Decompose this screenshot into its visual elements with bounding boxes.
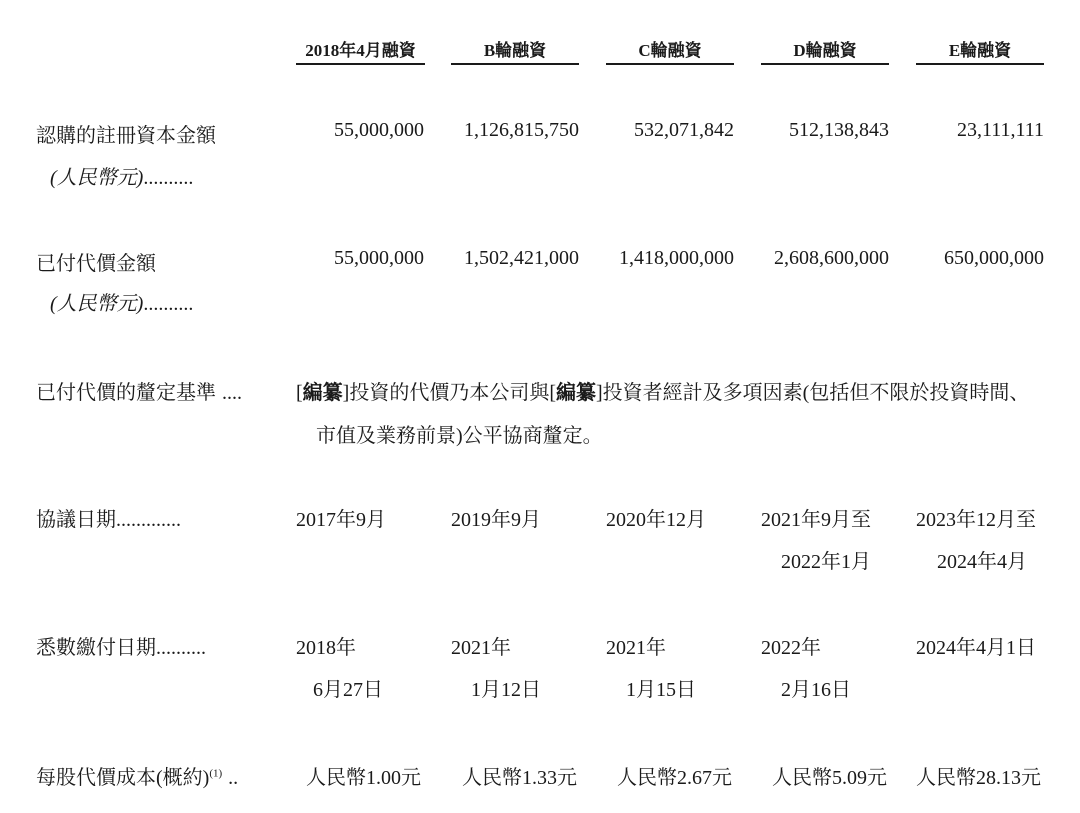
cell-subscribed-capital-2018: 55,000,000 — [334, 119, 424, 141]
row-label-text: 悉數繳付日期 — [36, 637, 156, 659]
leader-dots: .... — [222, 382, 242, 404]
cell-consideration-d: 2,608,600,000 — [774, 247, 889, 269]
row-label-consideration-paid: 已付代價金額 — [36, 253, 156, 275]
cell-consideration-c: 1,418,000,000 — [619, 247, 734, 269]
unit-label: (人民幣元) — [50, 167, 144, 189]
row-sublabel-unit — [50, 161, 193, 190]
column-header-series-b — [451, 37, 579, 65]
column-header-label: E輪融資 — [948, 41, 1012, 60]
column-header-series-c — [606, 37, 734, 65]
leader-dots: .......... — [143, 167, 194, 189]
cell-agreement-e-line-2: 2024年4月 — [937, 551, 1027, 573]
cell-agreement-e-line-1: 2023年12月至 — [916, 509, 1036, 531]
leader-dots: .......... — [143, 293, 194, 315]
leader-dots: .......... — [156, 637, 206, 659]
cell-cost-c: 人民幣2.67元 — [617, 767, 732, 789]
bracket-open: [ — [296, 382, 303, 404]
row-label-cost-per-share — [36, 761, 238, 790]
row-label-subscribed-capital: 認購的註冊資本金額 — [36, 125, 216, 147]
cell-settlement-2018-line-2: 6月27日 — [313, 679, 383, 701]
cell-agreement-b: 2019年9月 — [451, 509, 541, 531]
cell-settlement-b-line-2: 1月12日 — [471, 679, 541, 701]
cell-subscribed-capital-e: 23,111,111 — [956, 119, 1044, 141]
column-header-label: 2018年4月融資 — [305, 41, 416, 60]
column-header-label: C輪融資 — [638, 41, 702, 60]
row-label-agreement-date — [36, 503, 181, 532]
cell-consideration-2018: 55,000,000 — [334, 247, 424, 269]
row-label-settlement-date — [36, 631, 206, 660]
leader-dots: ............. — [116, 509, 181, 531]
footnote-marker: (1) — [209, 767, 223, 780]
row-label-basis — [36, 376, 242, 405]
cell-settlement-d-line-1: 2022年 — [761, 637, 821, 659]
cell-settlement-b-line-1: 2021年 — [451, 637, 511, 659]
cell-consideration-b: 1,502,421,000 — [464, 247, 579, 269]
cell-agreement-d-line-1: 2021年9月至 — [761, 509, 871, 531]
cell-cost-e: 人民幣28.13元 — [916, 767, 1041, 789]
basis-text-line-2: 市值及業務前景)公平協商釐定。 — [316, 425, 603, 447]
cell-settlement-d-line-2: 2月16日 — [781, 679, 851, 701]
column-header-label: D輪融資 — [793, 41, 857, 60]
leader-dots: .. — [228, 767, 239, 789]
cell-subscribed-capital-d: 512,138,843 — [789, 119, 889, 141]
cell-agreement-d-line-2: 2022年1月 — [781, 551, 871, 573]
redacted-marker: 編纂 — [556, 382, 596, 404]
cell-agreement-c: 2020年12月 — [606, 509, 706, 531]
basis-text-segment: ]投資者經計及多項因素(包括但不限於投資時間、 — [596, 382, 1030, 404]
cell-agreement-2018: 2017年9月 — [296, 509, 386, 531]
cell-cost-b: 人民幣1.33元 — [462, 767, 577, 789]
cell-subscribed-capital-c: 532,071,842 — [634, 119, 734, 141]
row-sublabel-unit — [50, 287, 193, 316]
cell-consideration-e: 650,000,000 — [944, 247, 1044, 269]
cell-cost-d: 人民幣5.09元 — [772, 767, 887, 789]
cell-settlement-e: 2024年4月1日 — [916, 637, 1036, 659]
row-label-text: 協議日期 — [36, 509, 116, 531]
basis-text-segment: ]投資的代價乃本公司與[ — [342, 382, 556, 404]
basis-text-line-1 — [296, 376, 1029, 405]
row-label-text: 已付代價的釐定基準 — [36, 382, 216, 404]
redacted-marker: 編纂 — [302, 382, 343, 404]
cell-settlement-2018-line-1: 2018年 — [296, 637, 356, 659]
unit-label: (人民幣元) — [50, 293, 144, 315]
cell-settlement-c-line-2: 1月15日 — [626, 679, 696, 701]
column-header-label: B輪融資 — [483, 41, 547, 60]
cell-subscribed-capital-b: 1,126,815,750 — [464, 119, 579, 141]
cell-settlement-c-line-1: 2021年 — [606, 637, 666, 659]
cell-cost-2018: 人民幣1.00元 — [306, 767, 421, 789]
column-header-series-e — [916, 37, 1044, 65]
row-label-text: 每股代價成本(概約) — [36, 767, 210, 789]
column-header-2018-april — [296, 37, 425, 65]
column-header-series-d — [761, 37, 889, 65]
